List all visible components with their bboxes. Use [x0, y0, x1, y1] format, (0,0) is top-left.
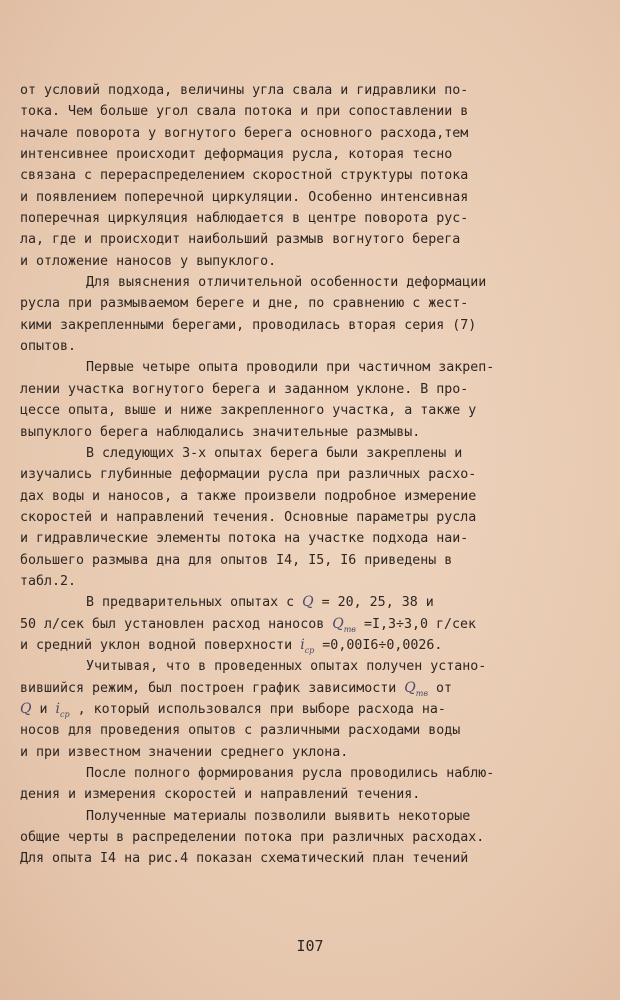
text-line: кими закрепленными берегами, проводилась вторая серия (7) [20, 317, 477, 333]
text-fragment: и [31, 701, 56, 717]
text-line: и отложение наносов у выпуклого. [20, 253, 277, 269]
text-line: общие черты в распределении потока при различных расходах. [20, 830, 485, 846]
formula-symbol: i [300, 636, 305, 653]
formula-symbol: Q [332, 615, 344, 632]
text-fragment: В предварительных опытах с [86, 595, 303, 611]
text-line: После полного формирования русла проводились наблю- [86, 766, 495, 781]
text-line: Первые четыре опыта проводили при частичном закреп- [86, 360, 495, 376]
text-line: дения и измерения скоростей и направлений течения. [20, 787, 421, 803]
text-line: носов для проведения опытов с различными расходами воды [20, 723, 461, 739]
text-line: В следующих 3-х опытах берега были закреплены и [86, 445, 463, 461]
formula-subscript: тв [415, 688, 428, 698]
text-line: и гидравлические элементы потока на участке подхода наи- [20, 531, 469, 547]
text-fragment: , который использовался при выборе расхода на- [69, 701, 446, 717]
formula-q-tv [332, 616, 356, 632]
text-fragment: =I,3÷3,0 г/сек [355, 616, 477, 632]
page-number: I07 [296, 937, 324, 955]
text-line: опытов. [20, 339, 77, 355]
text-line: Для опыта I4 на рис.4 показан схематический план течений [20, 851, 469, 867]
text-line: поперечная циркуляция наблюдается в центре поворота рус- [20, 211, 469, 227]
text-line: Полученные материалы позволили выявить некоторые [86, 808, 471, 824]
text-fragment: =0,00I6÷0,0026. [314, 637, 443, 653]
text-line: большего размыва дна для опытов I4, I5, I6 приведены в [20, 552, 453, 568]
formula-subscript: ср [304, 645, 315, 655]
text-line: Для выяснения отличительной особенности деформации [86, 275, 487, 291]
text-fragment: и средний уклон водной поверхности [20, 637, 301, 653]
text-line: изучались глубинные деформации русла при различных расхо- [20, 467, 477, 483]
body-text [20, 80, 600, 870]
text-line: интенсивнее происходит деформация русла, которая тесно [20, 147, 453, 163]
text-line: связана с перераспределением скоростной структуры потока [20, 168, 469, 184]
formula-q: Q [20, 700, 32, 717]
text-line [20, 592, 600, 613]
formula-subscript: тв [343, 624, 356, 634]
text-line: русла при размываемом береге и дне, по сравнению с жест- [20, 296, 469, 312]
formula-subscript: ср [60, 709, 70, 719]
text-line: табл.2. [20, 573, 77, 589]
text-fragment: вившийся режим, был построен график зависимости [20, 680, 405, 696]
text-line: Учитывая, что в проведенных опытах получен устано- [86, 659, 487, 675]
text-fragment: от [428, 680, 453, 696]
text-line [20, 614, 600, 635]
text-line: скоростей и направлений течения. Основные параметры русла [20, 509, 477, 525]
text-line: лении участка вогнутого берега и заданном уклоне. В про- [20, 381, 469, 397]
text-line: тока. Чем больше угол свала потока и при сопоставлении в [20, 104, 469, 120]
text-line: и появлением поперечной циркуляции. Особенно интенсивная [20, 189, 469, 205]
text-line: выпуклого берега наблюдались значительные размывы. [20, 424, 421, 440]
text-line [20, 678, 600, 699]
text-line: ла, где и происходит наибольший размыв вогнутого берега [20, 232, 461, 248]
formula-symbol: i [55, 700, 60, 717]
formula-i-cp [300, 637, 314, 653]
text-line: дах воды и наносов, а также произвели подробное измерение [20, 488, 477, 504]
text-fragment: 50 л/сек был установлен расход наносов [20, 616, 333, 632]
text-line: цессе опыта, выше и ниже закрепленного участка, а также у [20, 403, 477, 419]
text-line: начале поворота у вогнутого берега основного расхода,тем [20, 125, 469, 141]
formula-symbol: Q [404, 679, 416, 696]
text-fragment: = 20, 25, 38 и [313, 595, 434, 611]
formula-q-tv [404, 680, 428, 696]
formula-q: Q [302, 594, 314, 611]
text-line [20, 699, 600, 720]
text-line: и при известном значении среднего уклона. [20, 744, 349, 760]
formula-i-cp [56, 701, 70, 717]
text-line [20, 635, 600, 656]
text-line: от условий подхода, величины угла свала и гидравлики по- [20, 83, 469, 98]
